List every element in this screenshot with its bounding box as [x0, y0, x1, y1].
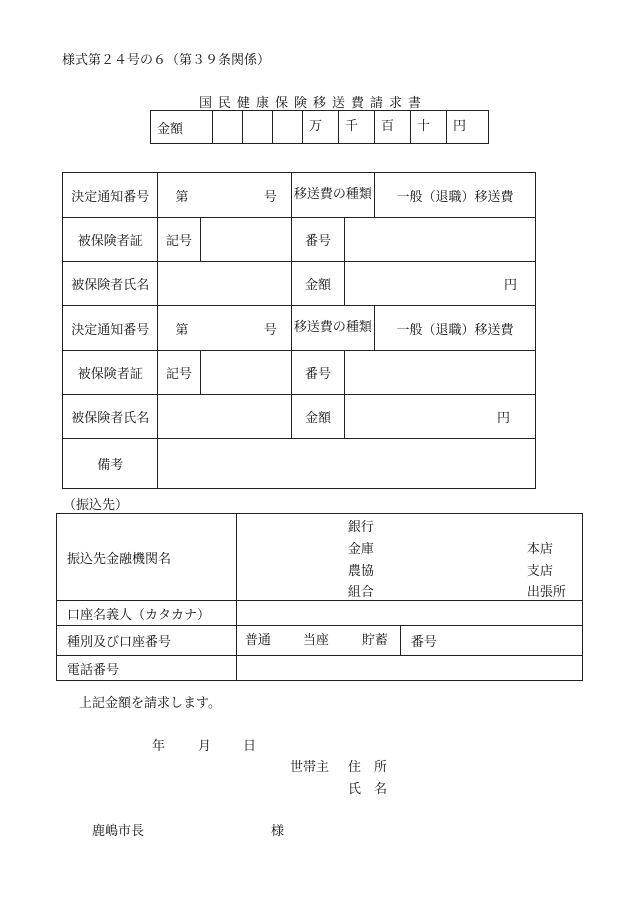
records-table: [62, 172, 536, 489]
amount-unit: 円: [496, 411, 510, 426]
phone-field[interactable]: [236, 656, 582, 681]
amount-digit-cell[interactable]: [243, 111, 273, 144]
date-day: 日: [243, 739, 257, 754]
card-number-field[interactable]: [345, 351, 536, 395]
remarks-field[interactable]: [158, 439, 536, 489]
notice-suffix: 号: [263, 322, 277, 338]
form-number: 様式第２４号の６（第３９条関係）: [62, 53, 271, 68]
account-type-label: 種別及び口座番号: [57, 626, 237, 656]
address-label: 住 所: [348, 760, 388, 775]
card-number-field[interactable]: [345, 218, 536, 262]
insured-name-label: 被保険者氏名: [63, 262, 158, 306]
date-month: 月: [198, 739, 212, 754]
amount-unit-ju[interactable]: 十: [411, 111, 447, 144]
amount-digit-cell[interactable]: [213, 111, 243, 144]
card-symbol-field[interactable]: [200, 218, 291, 262]
amount-field[interactable]: [345, 395, 536, 439]
name-label: 氏 名: [348, 782, 388, 797]
notice-number-label: 決定通知番号: [63, 306, 158, 351]
account-holder-field[interactable]: [236, 601, 582, 626]
card-symbol-label: 記号: [158, 218, 200, 262]
insured-name-field[interactable]: [158, 395, 292, 439]
branch-type-main: 本店: [526, 542, 553, 557]
amount-label: 金額: [291, 395, 344, 439]
account-type-chochiku[interactable]: 貯蓄: [361, 633, 388, 648]
phone-label: 電話番号: [57, 656, 237, 681]
card-symbol-label: 記号: [158, 351, 200, 395]
institution-type-bank: 銀行: [347, 520, 374, 535]
insured-name-label: 被保険者氏名: [63, 395, 158, 439]
card-number-label: 番号: [291, 351, 344, 395]
honorific: 様: [271, 824, 285, 839]
card-number-label: 番号: [291, 218, 344, 262]
amount-unit-en[interactable]: 円: [447, 111, 489, 144]
account-type-touza[interactable]: 当座: [302, 633, 329, 648]
transport-type-value: 一般（退職）移送費: [396, 322, 514, 338]
notice-number-field[interactable]: [158, 306, 292, 351]
account-type-cell: [236, 626, 582, 656]
account-type-futsu[interactable]: 普通: [244, 633, 271, 648]
amount-label: 金額: [291, 262, 344, 306]
mayor-label: 鹿嶋市長: [92, 824, 145, 839]
branch-type-branch: 支店: [526, 564, 553, 579]
transport-type-label: 移送費の種類: [292, 173, 375, 217]
insurance-card-label: 被保険者証: [63, 218, 158, 262]
notice-prefix: 第: [175, 189, 189, 205]
account-type-options[interactable]: [237, 626, 401, 655]
amount-box-label: 金額: [151, 111, 213, 144]
transport-type-cell: [291, 306, 535, 351]
amount-unit-sen[interactable]: 千: [339, 111, 375, 144]
transport-type-label: 移送費の種類: [292, 306, 375, 350]
institution-type-shinkin: 金庫: [347, 542, 374, 557]
amount-digit-cell[interactable]: [273, 111, 303, 144]
remarks-label: 備考: [63, 439, 158, 489]
householder-label: 世帯主: [290, 760, 330, 775]
institution-type-noukyou: 農協: [347, 564, 374, 579]
notice-suffix: 号: [263, 189, 277, 205]
institution-label: 振込先金融機関名: [57, 514, 237, 601]
institution-field[interactable]: [236, 514, 582, 601]
insured-name-field[interactable]: [158, 262, 292, 306]
transfer-heading: （振込先）: [63, 498, 129, 513]
date-year: 年: [152, 739, 166, 754]
amount-box: [150, 110, 489, 144]
notice-number-field[interactable]: [158, 173, 292, 218]
card-symbol-field[interactable]: [200, 351, 291, 395]
transfer-table: [56, 513, 583, 681]
amount-field[interactable]: [345, 262, 536, 306]
amount-unit-man[interactable]: 万: [303, 111, 339, 144]
insurance-card-label: 被保険者証: [63, 351, 158, 395]
branch-type-office: 出張所: [526, 585, 566, 600]
notice-number-label: 決定通知番号: [63, 173, 158, 218]
account-holder-label: 口座名義人（カタカナ）: [57, 601, 237, 626]
request-statement: 上記金額を請求します。: [79, 696, 221, 711]
transport-type-value: 一般（退職）移送費: [396, 189, 514, 205]
notice-prefix: 第: [175, 322, 189, 338]
account-number-label: 番号: [410, 635, 437, 650]
institution-type-kumiai: 組合: [347, 585, 374, 600]
amount-unit: 円: [503, 278, 517, 293]
amount-unit-hyaku[interactable]: 百: [375, 111, 411, 144]
transport-type-cell: [291, 173, 535, 218]
page-title: 国民健康保険移送費請求書: [199, 96, 428, 111]
